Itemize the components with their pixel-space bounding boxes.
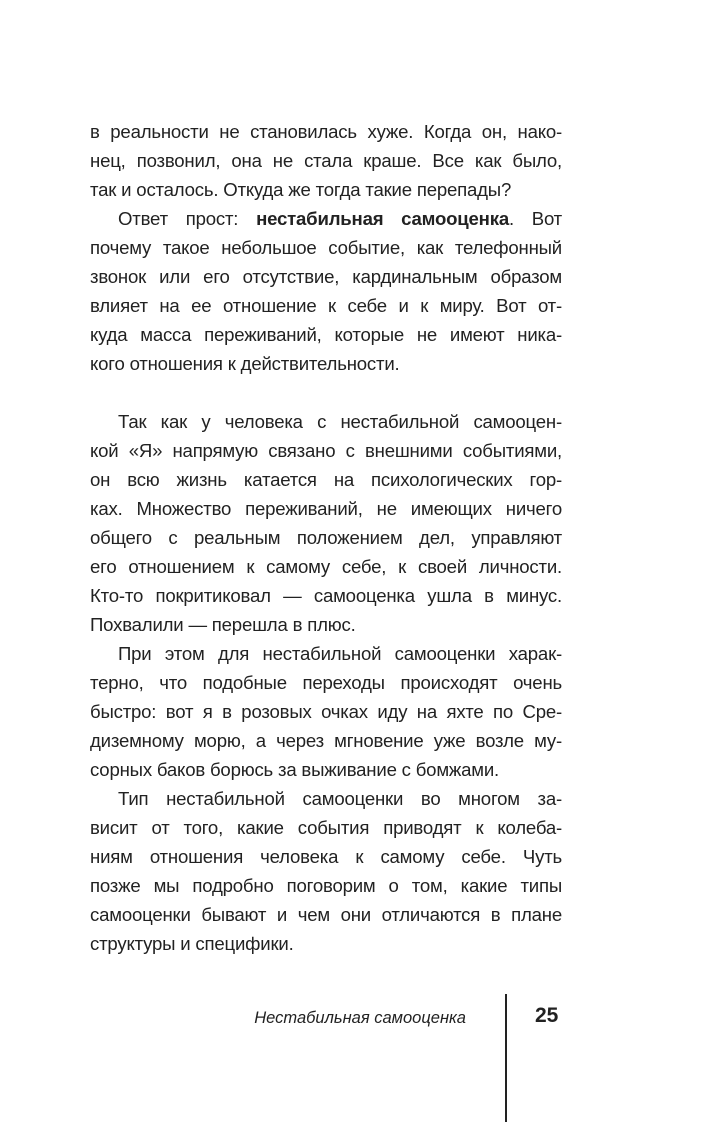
text-line: быстро: вот я в розовых очках иду на яхте по Сре- — [90, 701, 562, 722]
footer-divider — [505, 994, 507, 1122]
text-line: кого отношения к действительности. — [90, 353, 400, 374]
text-line: так и осталось. Откуда же тогда такие перепады? — [90, 179, 512, 200]
text-line: ках. Множество переживаний, не имеющих ничего — [90, 498, 562, 519]
text-line: куда масса переживаний, которые не имеют ника- — [90, 324, 562, 345]
text-line: При этом для нестабильной самооценки харак- — [118, 643, 562, 664]
emphasis-term: нестабильная самооценка — [256, 208, 509, 229]
text-line: в реальности не становилась хуже. Когда он, нако- — [90, 121, 562, 142]
text-line: звонок или его отсутствие, кардинальным образом — [90, 266, 562, 287]
text-line: терно, что подобные переходы происходят очень — [90, 672, 562, 693]
text-line: влияет на ее отношение к себе и к миру. Вот от- — [90, 295, 562, 316]
text-line: висит от того, какие события приводят к колеба- — [90, 817, 562, 838]
text-line: структуры и специфики. — [90, 933, 294, 954]
text-block-bottom — [90, 407, 562, 958]
text-line: Так как у человека с нестабильной самооцен- — [118, 411, 562, 432]
line-text: . Вот — [508, 208, 563, 229]
text-line: общего с реальным положением дел, управляют — [90, 527, 562, 548]
text-line: сорных баков борюсь за выживание с бомжами. — [90, 759, 500, 780]
paragraph-1 — [90, 117, 562, 204]
text-line: нец, позвонил, она не стала краше. Все как было, — [90, 150, 562, 171]
paragraph-2 — [90, 204, 562, 378]
text-line: Похвалили — перешла в плюс. — [90, 614, 356, 635]
text-line: его отношением к самому себе, к своей личности. — [90, 556, 562, 577]
text-line-with-emphasis — [90, 204, 562, 233]
line-text: Ответ прост: — [118, 208, 257, 229]
text-block-top — [90, 117, 562, 378]
paragraph-3 — [90, 407, 562, 639]
text-line: он всю жизнь катается на психологических гор- — [90, 469, 562, 490]
text-line: кой «Я» напрямую связано с внешними событиями, — [90, 440, 562, 461]
text-line: ниям отношения человека к самому себе. Чуть — [90, 846, 562, 867]
text-line: диземному морю, а через мгновение уже возле му- — [90, 730, 562, 751]
text-line: Кто-то покритиковал — самооценка ушла в минус. — [90, 585, 562, 606]
text-line: позже мы подробно поговорим о том, какие типы — [90, 875, 562, 896]
page-number: 25 — [535, 1004, 559, 1027]
text-line: Тип нестабильной самооценки во многом за- — [118, 788, 562, 809]
paragraph-5 — [90, 784, 562, 958]
running-title: Нестабильная самооценка — [254, 1009, 466, 1027]
text-line: почему такое небольшое событие, как телефонный — [90, 237, 562, 258]
paragraph-4 — [90, 639, 562, 784]
text-line: самооценки бывают и чем они отличаются в плане — [90, 904, 562, 925]
